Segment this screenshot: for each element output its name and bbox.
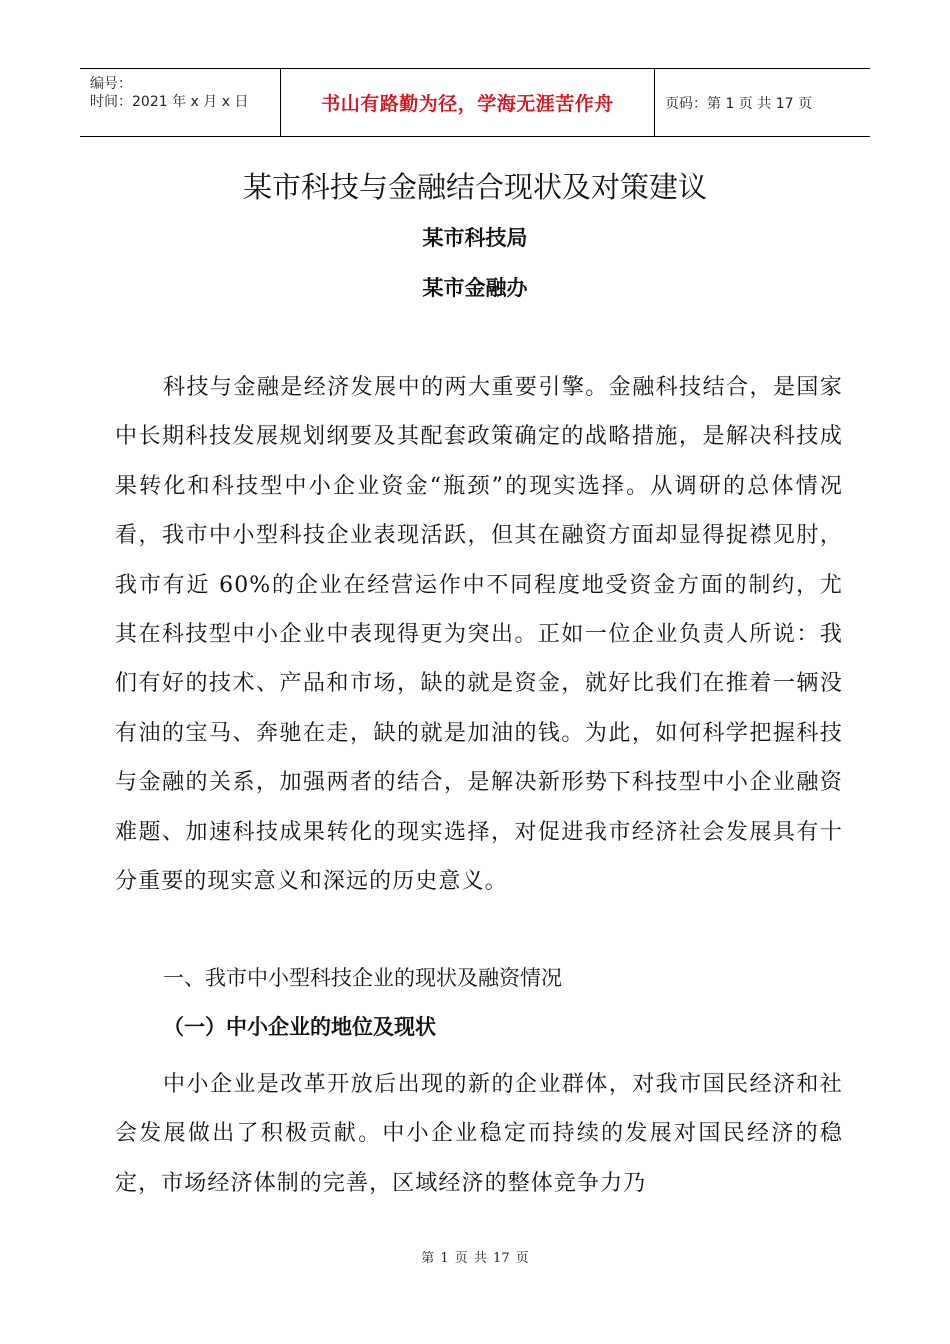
document-title: 某市科技与金融结合现状及对策建议 xyxy=(242,170,707,204)
page-info-text: 页码：第 1 页 共 17 页 xyxy=(665,95,812,112)
header-table xyxy=(80,68,870,137)
section-paragraph: 中小企业是改革开放后出现的新的企业群体，对我市国民经济和社会发展做出了积极贡献。中小企业稳定而持续的发展对国民经济的稳定，市场经济体制的完善，区域经济的整体竞争力乃 xyxy=(115,1072,843,1196)
document-number-label: 编号： xyxy=(90,76,132,92)
intro-paragraph: 科技与金融是经济发展中的两大重要引擎。金融科技结合，是国家中长期科技发展规划纲要及其配套政策确定的战略措施，是解决科技成果转化和科技型中小企业资金“瓶颈”的现实选择。从调研的总体情况看，我市中小型科技企业表现活跃，但其在融资方面却显得捉襟见肘，我市有近 60%的企业在经营运作中不同程度地受资金方面的制约，尤其在科技型中小企业中表现得更为突出。正如一位企业负责人所说：我们有好的技术、产品和市场，缺的就是资金，就好比我们在推着一辆没有油的宝马、奔驰在走，缺的就是加油的钱。为此，如何科学把握科技与金融的关系，加强两者的结合，是解决新形势下科技型中小企业融资难题、加速科技成果转化的现实选择，对促进我市经济社会发展具有十分重要的现实意义和深远的历史意义。 xyxy=(115,375,843,895)
document-date-label: 时间：2021 年 x 月 x 日 xyxy=(90,94,249,110)
page-footer: 第 1 页 共 17 页 xyxy=(421,1251,529,1266)
subsection-heading-1-1: （一）中小企业的地位及现状 xyxy=(163,1015,436,1039)
header-page-info-cell xyxy=(655,69,870,136)
motto-text: 书山有路勤为径，学海无涯苦作舟 xyxy=(321,93,614,115)
author-tech-bureau: 某市科技局 xyxy=(422,226,528,250)
header-motto-cell xyxy=(280,69,655,136)
author-finance-office: 某市金融办 xyxy=(422,276,528,300)
header-meta-cell xyxy=(80,69,280,136)
section-heading-1: 一、我市中小型科技企业的现状及融资情况 xyxy=(163,966,562,990)
